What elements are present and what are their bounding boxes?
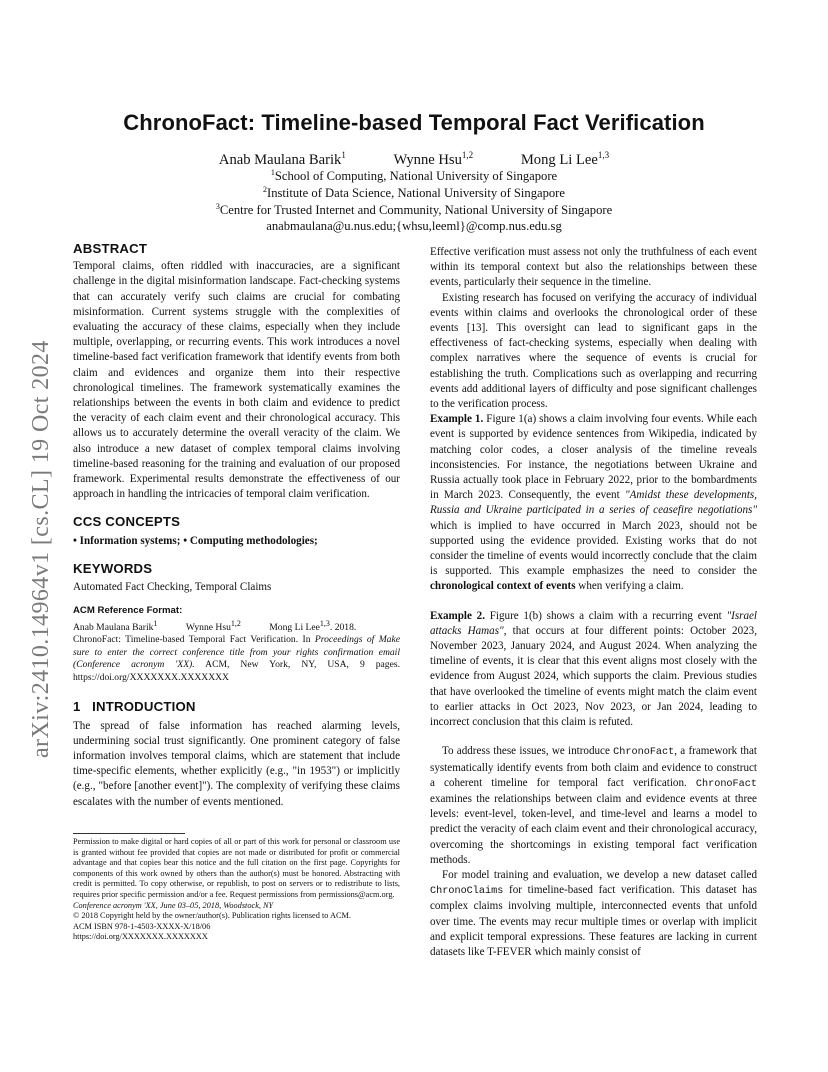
author-list (0, 150, 828, 169)
reference-format (73, 605, 400, 684)
example-1-text-b: which is implied to have occurred in March 2023, should not be supported using the evidence provided. Existing works that do not consider the timeline of events would incorrectly conclude that the claim is supported. This example emphasizes the need to consider the (430, 519, 757, 578)
ref-author-sup: 1,2 (230, 618, 241, 628)
conference-line: Conference acronym 'XX, June 03–05, 2018, Woodstock, NY (73, 900, 274, 910)
affiliation-sup: 2 (263, 185, 267, 194)
author-3 (521, 150, 609, 169)
ccs-heading: CCS CONCEPTS (73, 514, 181, 530)
p4-text-b: for timeline-based fact verification. This dataset has complex claims involving multiple, interconnected events that unfold over time. The events may recur multiple times or overlap with implicit and explicit temporal expressions. These features are lacking in current datasets like T-FEVER which mainly consist of (430, 884, 757, 958)
reference-format-authors (73, 618, 400, 635)
intro-paragraph-1: The spread of false information has reached alarming levels, undermining social trust significantly. One prominent category of false information involves temporal claims, which are statement that include time-specific elements, whether explicitly (e.g., "in 1953") or implicitly (e.g., "before [another event]"). The complexity of verifying these claims escalates with the number of events mentioned. (73, 719, 400, 808)
keywords-heading: KEYWORDS (73, 560, 153, 576)
paper-title: ChronoFact: Timeline-based Temporal Fact Verification (123, 110, 705, 135)
right-paragraph-4 (430, 868, 757, 960)
example-1-label: Example 1. (430, 413, 484, 426)
dataset-name: ChronoClaims (430, 886, 504, 898)
ref-author-name: Anab Maulana Barik (73, 621, 154, 633)
author-sup: 1,3 (597, 150, 610, 160)
author-name: Mong Li Lee (520, 151, 598, 168)
author-sup: 1 (341, 150, 346, 160)
p3-text-a: To address these issues, we introduce (442, 745, 614, 758)
arxiv-identifier-stamp (8, 292, 68, 762)
isbn-line: ACM ISBN 978-1-4503-XXXX-X/18/06 (73, 921, 211, 931)
example-2-text-b: , that occurs at four different points: October 2023, November 2023, January 2024, and August 2024. When analyzing the timeline of events, it is clear that this event aligns most closely with the evidence from August 2024, which supports the claim. Previous studies that have overlooked the timeline of events might match the claim event to earlier attacks in Oct 2023, Nov 2023, or Jan 2024, leading to incorrect conclusion that this claim is refuted. (430, 624, 758, 729)
author-sup: 1,2 (461, 150, 474, 160)
ref-author-2 (186, 618, 241, 635)
example-1-emphasis: chronological context of events (430, 580, 576, 593)
example-2-label: Example 2. (430, 609, 485, 622)
author-name: Anab Maulana Barik (218, 151, 342, 168)
author-2 (393, 150, 473, 169)
left-column (73, 241, 400, 810)
ref-year: . 2018. (329, 621, 357, 633)
system-name: ChronoFact (695, 778, 757, 790)
example-1-text-a: Figure 1(a) shows a claim involving four events. While each event is supported by evidence sentences from Wikipedia, indicated by matching color codes, a closer analysis of the timeline reveals inconsistencies. For instance, the negotiations between Ukraine and Russia actually took place in February 2022, prior to the bombardments in March 2023. Consequently, the event (430, 413, 757, 502)
intro-heading-text: INTRODUCTION (92, 699, 196, 715)
right-paragraph-1: Effective verification must assess not only the truthfulness of each event within its temporal context but also the relationships between these events, particularly their sequence in the timeline. (430, 246, 757, 289)
affiliation-2 (0, 185, 828, 201)
author-1 (219, 150, 346, 169)
example-1 (430, 412, 757, 594)
keywords-text: Automated Fact Checking, Temporal Claims (73, 581, 272, 594)
footnote-divider (73, 833, 185, 834)
example-1-quote: "Amidst these developments, Russia and Ukraine participated in a series of ceasefire negotiations" (430, 489, 758, 517)
abstract-heading: ABSTRACT (73, 241, 148, 256)
author-name: Wynne Hsu (393, 151, 462, 168)
p3-text-b: , a framework that systematically identify events from both claim and evidence to construct a coherent timeline for temporal fact verification. (430, 745, 757, 789)
ref-author-sup: 1 (153, 618, 158, 628)
affiliation-1 (0, 168, 828, 184)
ref-citation-title: ChronoFact: Timeline-based Temporal Fact Verification. In (73, 634, 315, 646)
ref-author-name: Wynne Hsu (185, 621, 231, 633)
ref-citation-venue: Proceedings of Make sure to enter the correct conference title from your rights confirmation email (Conference acronym 'XX). (73, 634, 400, 671)
example-2-quote: "Israel attacks Hamas" (430, 609, 758, 637)
abstract-text: Temporal claims, often riddled with inaccuracies, are a significant challenge in the digital misinformation landscape. Fact-checking systems that can accurately verify such claims are crucial for combating misinformation. Current systems struggle with the complexities of evaluating the accuracy of these claims, especially when they include multiple, overlapping, or recurring events. This work introduces a novel timeline-based fact verification framework that identify events from both claim and evidences and organize them into their respective chronological timelines. The framework systematically examines the relationships between the events in both claim and evidence to predict the veracity of each claim event and their chronological accuracy. This allows us to accurately determine the overall veracity of the claim. We also introduce a new dataset of complex temporal claims involving timeline-based reasoning for the training and evaluation of our proposed framework. Experimental results demonstrate the effectiveness of our approach in handling the intricacies of temporal claim verification. (73, 260, 400, 501)
example-1-text-c: when verifying a claim. (575, 580, 684, 593)
example-2 (430, 609, 757, 731)
ref-author-1 (73, 618, 157, 635)
affiliation-text: School of Computing, National University of Singapore (274, 169, 558, 184)
copyright-line: © 2018 Copyright held by the owner/author(s). Publication rights licensed to ACM. (73, 911, 351, 921)
affiliation-text: Institute of Data Science, National University of Singapore (267, 186, 565, 201)
arxiv-id-text: arXiv:2410.14964v1 [cs.CL] 19 Oct 2024 (28, 340, 54, 758)
system-name: ChronoFact (613, 747, 675, 759)
reference-format-citation (73, 634, 400, 684)
p3-text-c: examines the relationships between claim and evidence events at three levels: event-level, token-level, and time-level and learns a model to predict the veracity of each claim event and their chronological accuracy, overcoming the shortcomings in existing temporal fact verification methods. (430, 792, 757, 866)
ccs-concepts: • Information systems; • Computing methodologies; (73, 534, 318, 547)
intro-heading (73, 699, 400, 714)
right-column (430, 245, 757, 960)
affiliation-3 (0, 202, 828, 218)
ref-citation-tail: ACM, New York, NY, USA, 9 pages. https://doi.org/XXXXXXX.XXXXXXX (73, 659, 400, 683)
affiliation-sup: 1 (270, 168, 275, 177)
right-paragraph-3 (430, 744, 757, 868)
reference-format-heading: ACM Reference Format: (73, 605, 183, 617)
ref-author-name: Mong Li Lee (269, 621, 320, 633)
doi-line: https://doi.org/XXXXXXX.XXXXXXX (73, 932, 208, 942)
permission-footnote (73, 837, 400, 943)
right-paragraph-2: Existing research has focused on verifying the accuracy of individual events within claims and overlooks the chronological order of these events [13]. This oversight can lead to significant gaps in the effectiveness of fact-checking systems, especially when dealing with complex narratives where the sequence of events is crucial for establishing the truth. Complications such as overlapping and recurring events add additional layers of difficulty and pose significant challenges to the verification process. (430, 291, 757, 411)
ref-author-sup: 1,3 (319, 618, 330, 628)
permission-text: Permission to make digital or hard copies of all or part of this work for personal or classroom use is granted without fee provided that copies are not made or distributed for profit or commercial advantage and that copies bear this notice and the full citation on the first page. Copyrights for components of this work owned by others than the author(s) must be honored. Abstracting with credit is permitted. To copy otherwise, or republish, to post on servers or to redistribute to lists, requires prior specific permission and/or a fee. Request permissions from permissions@acm.org. (73, 837, 400, 899)
author-emails: anabmaulana@u.nus.edu;{whsu,leeml}@comp.nus.edu.sg (266, 219, 562, 233)
intro-heading-number: 1 (73, 699, 81, 715)
p4-text-a: For model training and evaluation, we develop a new dataset called (442, 868, 757, 881)
ref-author-3 (269, 618, 330, 635)
example-2-text-a: Figure 1(b) shows a claim with a recurring event (484, 609, 727, 622)
affiliation-sup: 3 (215, 202, 220, 211)
affiliation-text: Centre for Trusted Internet and Community, National University of Singapore (219, 203, 613, 218)
